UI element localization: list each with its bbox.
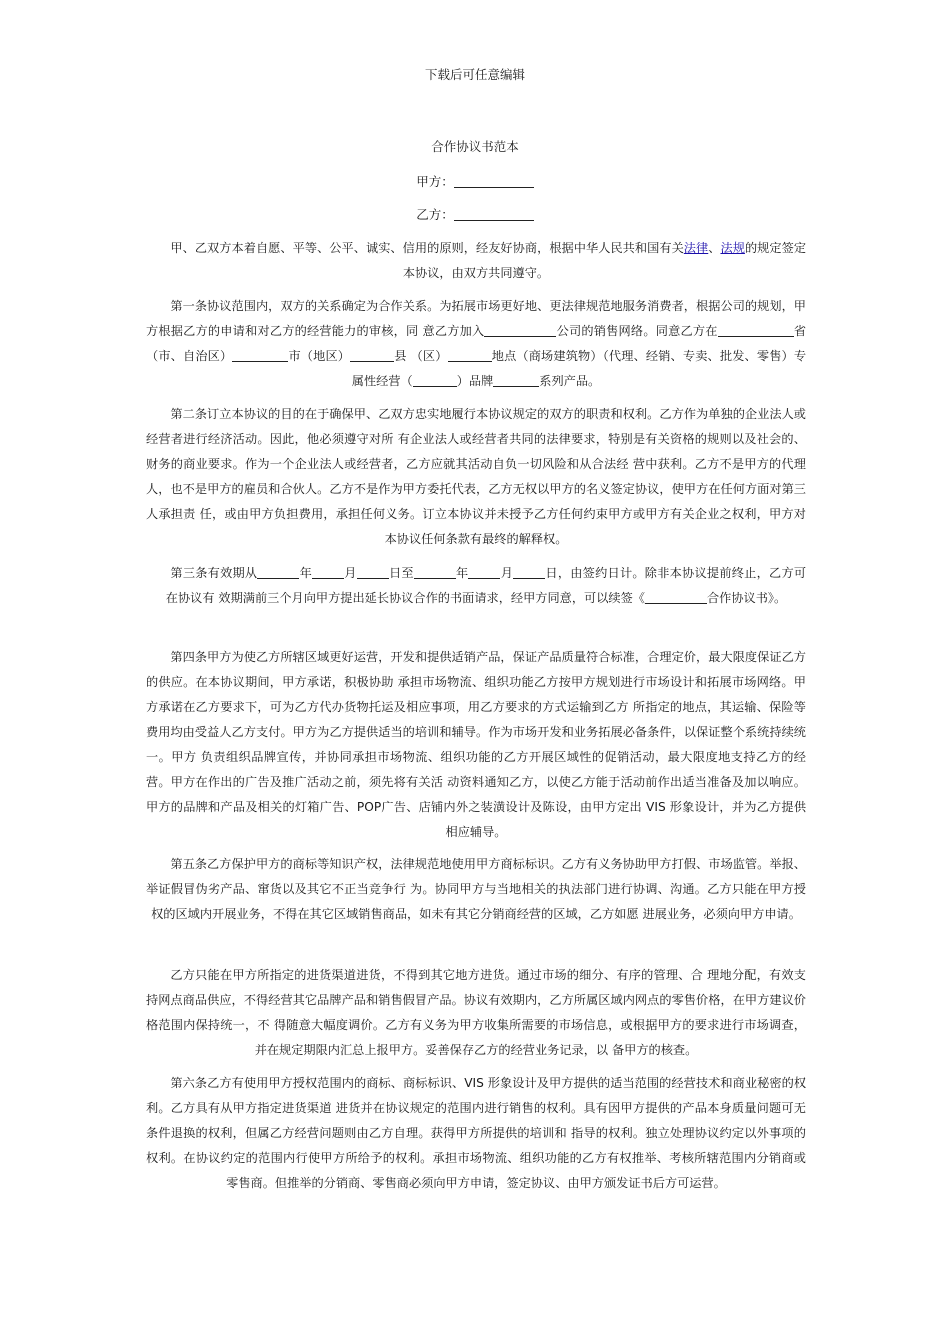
article-3-text: 月 [344,566,357,580]
end-month-blank [468,566,500,579]
article-3-text: 日，由签约日计。除非本协议提前终止，乙方可在协议有 效期满前三个月向甲方提出延长协议合作的书面请求，经甲方同意，可以续签《 [165,566,807,605]
article-3-paragraph [146,561,806,611]
article-4-text: 广告、店铺内外之装潢设计及陈设，由甲方定出 [381,800,647,814]
type-blank [413,374,457,387]
article-4-paragraph [146,645,806,845]
article-3-text: 年 [455,566,469,580]
article-3-text: 日至 [388,566,414,580]
start-month-blank [312,566,344,579]
preamble-paragraph [146,236,806,286]
pop-term: POP [356,800,382,814]
party-b-label: 乙方： [416,207,454,222]
article-6-text: 形象设计及甲方提供的适当范围的经营技术和商业秘密的权利。乙方具有从甲方指定进货渠道 进货并在协议规定的范围内进行销售的权利。具有因甲方提供的产品本身质量问题可无条件退换的权利，但属乙方经营问题则由乙方自理。获得甲方所提供的培训和 指导的权利。独立处理协议约定以外事项的权利。在协议约定的范围内行使甲方所给予的权利。承担市场物流、组织功能的乙方有权推举、考核所辖范围内分销商或 零售商。但推举的分销商、零售商必须向甲方申请，签定协议、由甲方颁发证书后方可运营。 [146,1076,807,1190]
preamble-separator: 、 [708,241,721,255]
article-6-text: 第六条乙方有使用甲方授权范围内的商标、商标标识、 [170,1076,465,1090]
article-1-text: 市（地区） [288,349,351,363]
party-a-line [0,172,950,190]
article-5-paragraph: 第五条乙方保护甲方的商标等知识产权，法律规范地使用甲方商标标识。乙方有义务协助甲方打假、市场监管。举报、举证假冒伪劣产品、窜货以及其它不正当竞争行 为。协同甲方与当地相关的执法部门进行协调、沟通。乙方只能在甲方授权的区域内开展业务，不得在其它区域销售商品，如未有其它分销商经营的区域，乙方如愿 进展业务，必须向甲方申请。 [146,857,806,921]
article-4-text: 形象设计，并为乙方提供相应辅导。 [445,800,807,839]
party-a-blank [454,175,534,188]
article-3-text: 月 [500,566,514,580]
vis-term: VIS [464,1076,484,1090]
article-1-text: 地点（商场建筑物）（代理、经销、专卖、批发、零售）专属性经营（ [351,349,807,388]
header-note: 下载后可任意编辑 [424,67,525,82]
end-year-blank [414,566,456,579]
article-3-text: 年 [299,566,313,580]
party-b-line [0,205,950,223]
law-link[interactable]: 法律 [683,241,709,255]
article-1-text: ）品牌 [456,374,494,388]
party-b-blank [454,208,534,221]
article-1-text: 系列产品。 [539,374,601,388]
start-day-blank [357,566,389,579]
start-year-blank [257,566,299,579]
article-1-paragraph [146,294,806,394]
article-4-text: 第四条甲方为使乙方所辖区域更好运营，开发和提供适销产品，保证产品质量符合标准，合理定价，最大限度保证乙方的供应。在本协议期间，甲方承诺，积极协助 承担市场物流、组织功能乙方按甲方规划进行市场设计和拓展市场网络。甲方承诺在乙方要求下，可为乙方代办货物托运及相应事项，用乙方要求的方式运输到乙方 所指定的地点，其运输、保险等费用均由受益人乙方支付。甲方为乙方提供适当的培训和辅导。作为市场开发和业务拓展必备条件，以保证整个系统持续统一。甲方 负责组织品牌宣传，并协同承担市场物流、组织功能的乙方开展区域性的促销活动，最大限度地支持乙方的经营。甲方在作出的广告及推广活动之前，须先将有关活 动资料通知乙方，以使乙方能于活动前作出适当准备及加以响应。甲方的品牌和产品及相关的灯箱广告、 [146,650,806,814]
location-blank [448,349,492,362]
article-2-paragraph: 第二条订立本协议的目的在于确保甲、乙双方忠实地履行本协议规定的双方的职责和权利。乙方作为单独的企业法人或经营者进行经济活动。因此，他必须遵守对所 有企业法人或经营者共同的法律要求，特别是有关资格的规则以及社会的、财务的商业要求。作为一个企业法人或经营者，乙方应就其活动自负一切风险和从合法经 营中获利。乙方不是甲方的代理人，也不是甲方的雇员和合伙人。乙方不是作为甲方委托代表，乙方无权以甲方的名义签定协议，使甲方在任何方面对第三人承担责 任，或由甲方负担费用，承担任何义务。订立本协议并未授予乙方任何约束甲方或甲方有关企业之权利，甲方对本协议任何条款有最终的解释权。 [146,407,806,546]
article-1-text: 省（市、自治区） [146,324,807,363]
preamble-text-end: 的规定签定本协议，由双方共同遵守。 [402,241,807,280]
article-1-text: 县 （区） [394,349,448,363]
preamble-text: 甲、乙双方本着自愿、平等、公平、诚实、信用的原则，经友好协商，根据中华人民共和国有关 [170,241,684,255]
party-a-label: 甲方： [416,174,454,189]
county-blank [350,349,394,362]
article-1-text: 第一条协议范围内，双方的关系确定为合作关系。为拓展市场更好地、更法律规范地服务消费者，根据公司的规划，甲方根据乙方的申请和对乙方的经营能力的审核，同 意乙方加入 [146,299,806,338]
article-6-paragraph [146,1071,806,1196]
document-title: 合作协议书范本 [431,139,519,154]
article-5-continuation: 乙方只能在甲方所指定的进货渠道进货，不得到其它地方进货。通过市场的细分、有序的管理、合 理地分配，有效支持网点商品供应，不得经营其它品牌产品和销售假冒产品。协议有效期内，乙方所属区域内网点的零售价格，在甲方建议价格范围内保持统一，不 得随意大幅度调价。乙方有义务为甲方收集所需要的市场信息，或根据甲方的要求进行市场调查，并在规定期限内汇总上报甲方。妥善保存乙方的经营业务记录，以 备甲方的核查。 [146,968,806,1057]
city-blank [232,349,288,362]
article-1-text: 公司的销售网络。同意乙方在 [556,324,718,338]
renewal-blank [645,591,707,604]
article-3-text: 合作协议书》。 [706,591,787,605]
regulation-link[interactable]: 法规 [720,241,745,255]
end-day-blank [513,566,545,579]
province-blank [718,324,794,337]
vis-term: VIS [646,800,666,814]
company-blank [484,324,556,337]
article-3-text: 第三条有效期从 [170,566,258,580]
brand-blank [493,374,539,387]
